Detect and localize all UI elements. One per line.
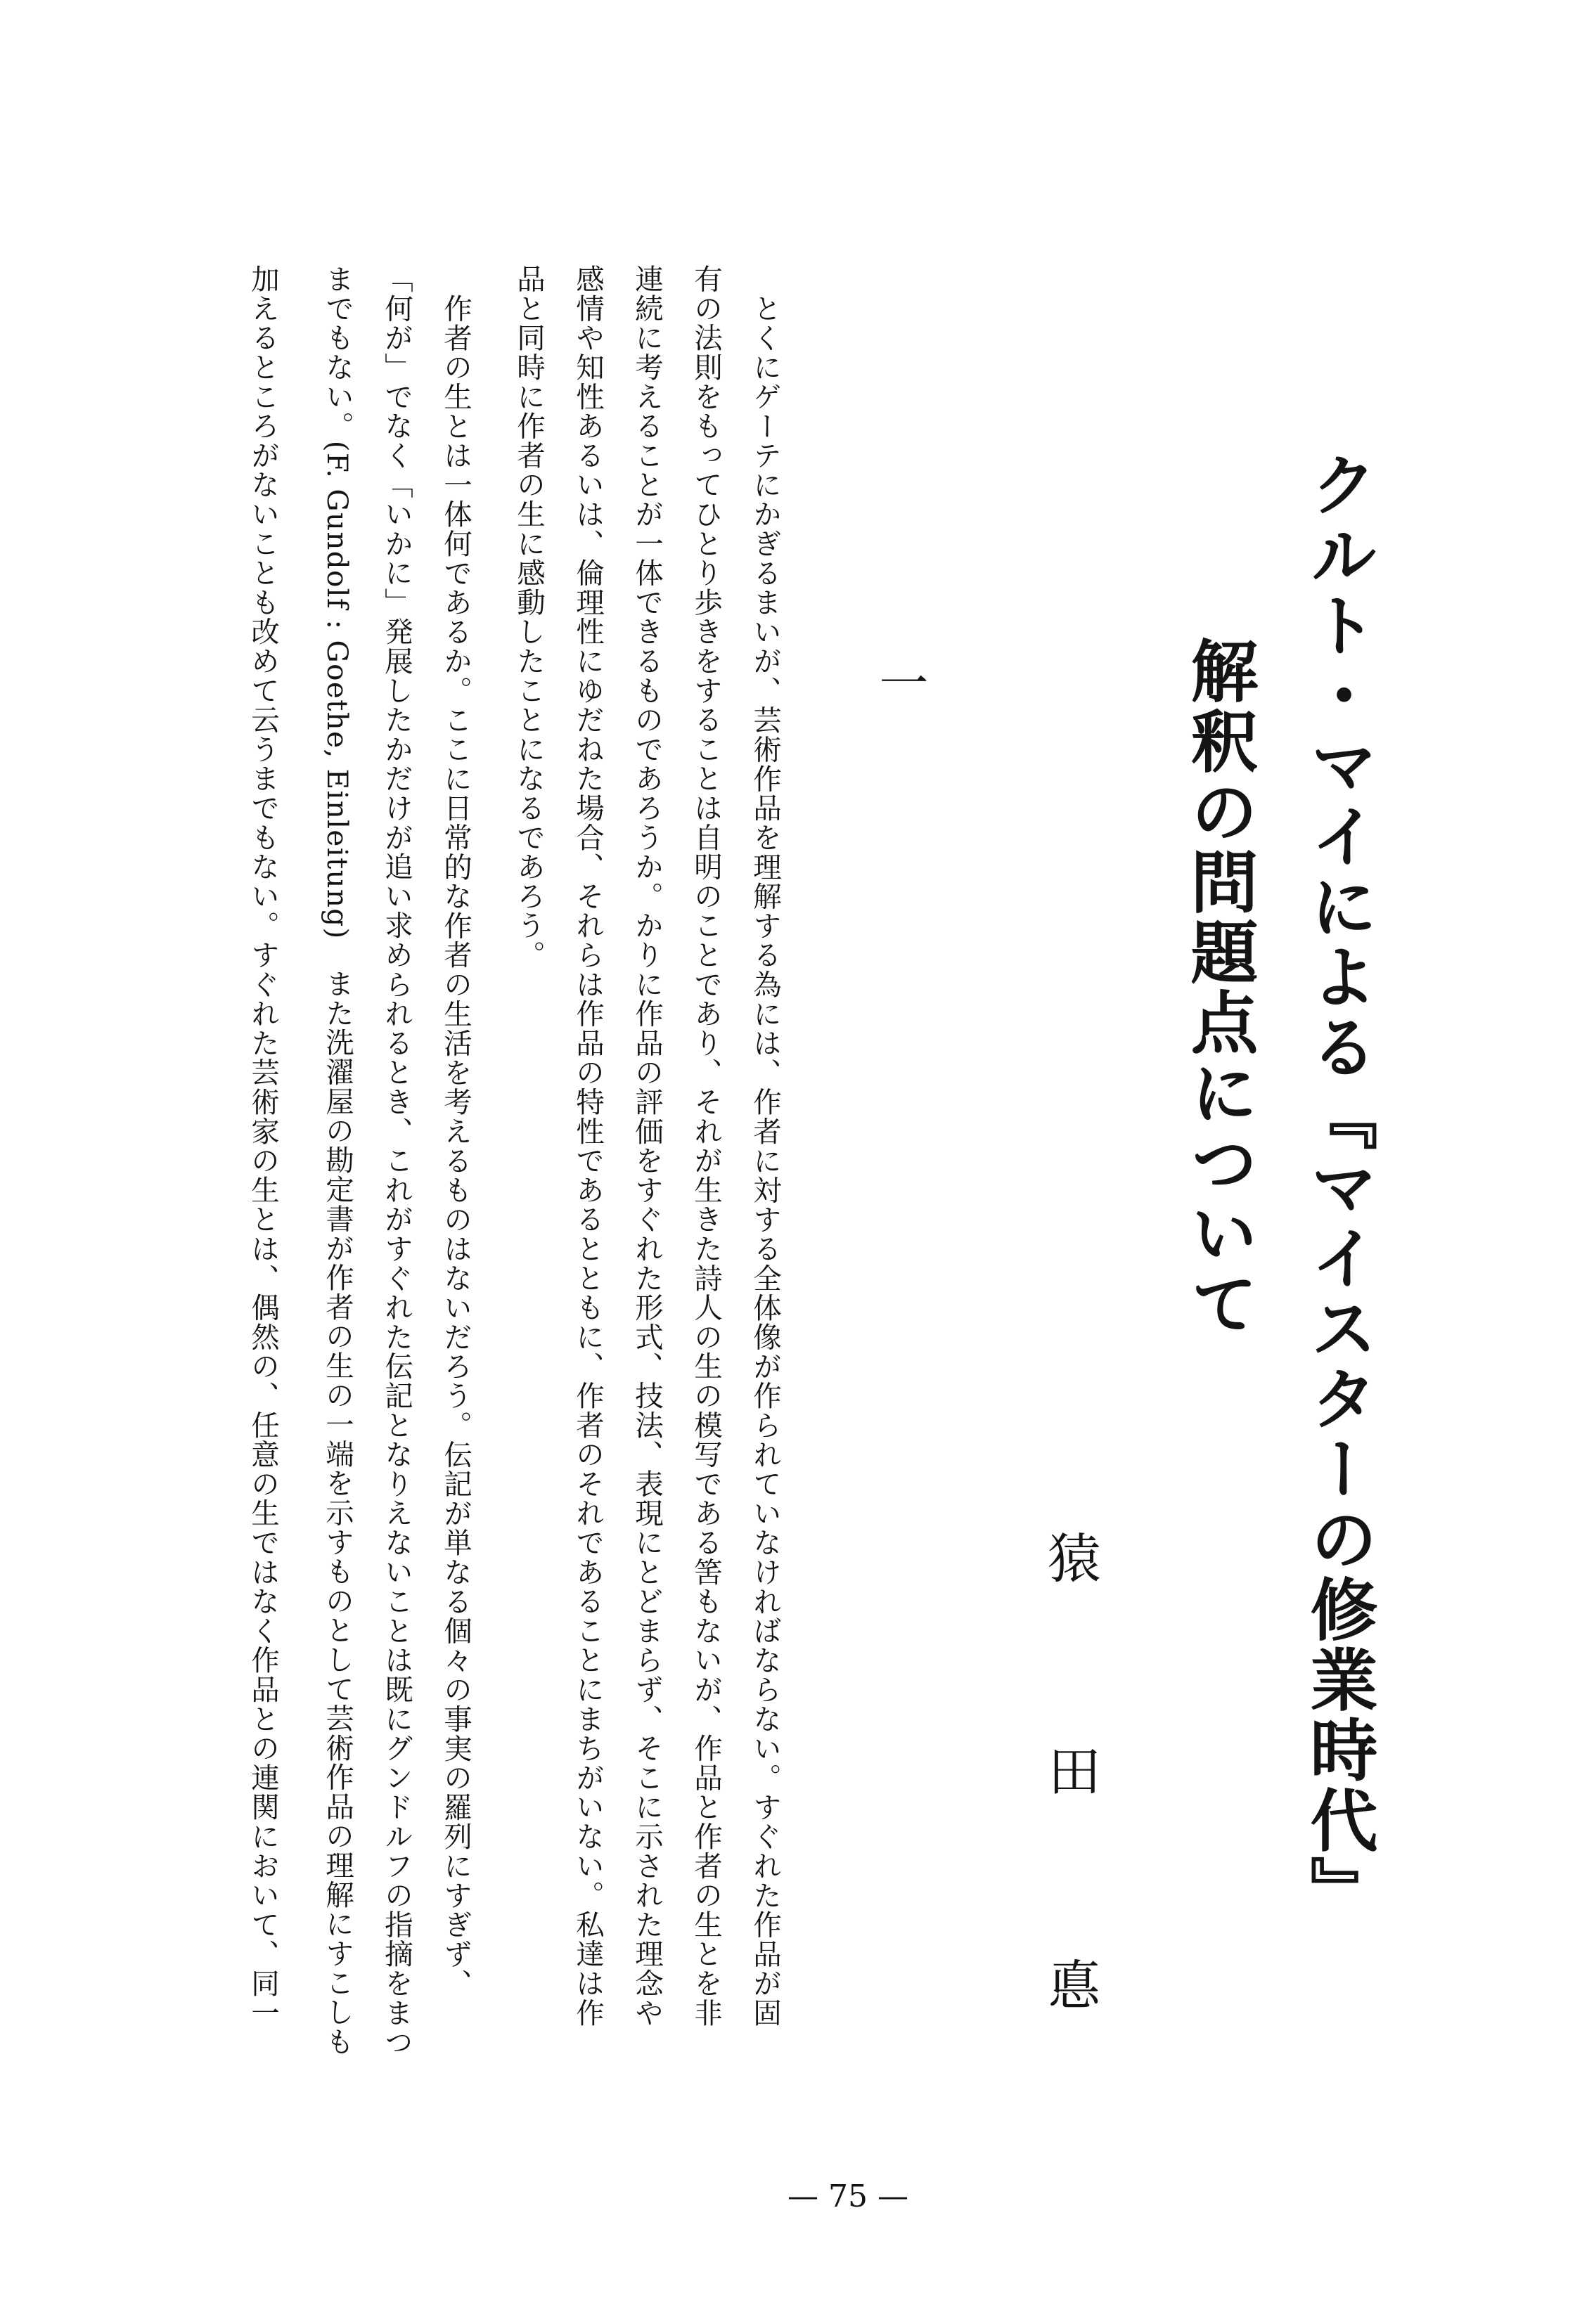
section-number: 一 (871, 657, 929, 706)
author-char-3: 悳 (1048, 1954, 1101, 2017)
author-name (1048, 1528, 1111, 2039)
body-line-8: までもない。(F. Gundolf : Goethe, Einleitung) また洗濯屋の勘定書が作者の生の一端を示すものとして芸術作品の理解にすこしも (321, 264, 354, 2057)
body-line-2: 有の法則をもってひとり歩きをすることは自明のことであり、それが生きた詩人の生の模写である筈もないが、作品と作者の生とを非 (689, 264, 723, 2027)
body-line-1: とくにゲーテにかぎるまいが、芸術作品を理解する為には、作者に対する全体像が作られていなければならない。すぐれた作品が固 (748, 294, 782, 2028)
body-line-5: 品と同時に作者の生に感動したことになるであろう。 (512, 264, 546, 970)
body-line-6: 作者の生とは一体何であるか。ここに日常的な作者の生活を考えるものはないだろう。伝記が単なる個々の事実の羅列にすぎず、 (439, 294, 472, 1999)
author-char-2: 田 (1048, 1741, 1101, 1803)
body-line-3: 連続に考えることが一体できるものであろうか。かりに作品の評価をすぐれた形式、技法、表現にとどまらず、そこに示された理念や (630, 264, 664, 2027)
article-title-line-1: クルト・マイによる『マイスターの修業時代』 (1299, 450, 1379, 1926)
body-line-9: 加えるところがないことも改めて云うまでもない。すぐれた芸術家の生とは、偶然の、任意の生ではなく作品との連関において、同一 (246, 264, 280, 2027)
article-title-line-2: 解釈の問題点について (1180, 636, 1259, 1339)
body-line-4: 感情や知性あるいは、倫理性にゆだねた場合、それらは作品の特性であるとともに、作者のそれであることにまちがいない。私達は作 (571, 264, 605, 2027)
body-line-7: 「何が」でなく「いかに」発展したかだけが追い求められるとき、これがすぐれた伝記となりえないことは既にグンドルフの指摘をまつ (380, 264, 413, 2057)
page-number: — 75 — (788, 2178, 908, 2214)
author-char-1: 猿 (1048, 1528, 1101, 1590)
